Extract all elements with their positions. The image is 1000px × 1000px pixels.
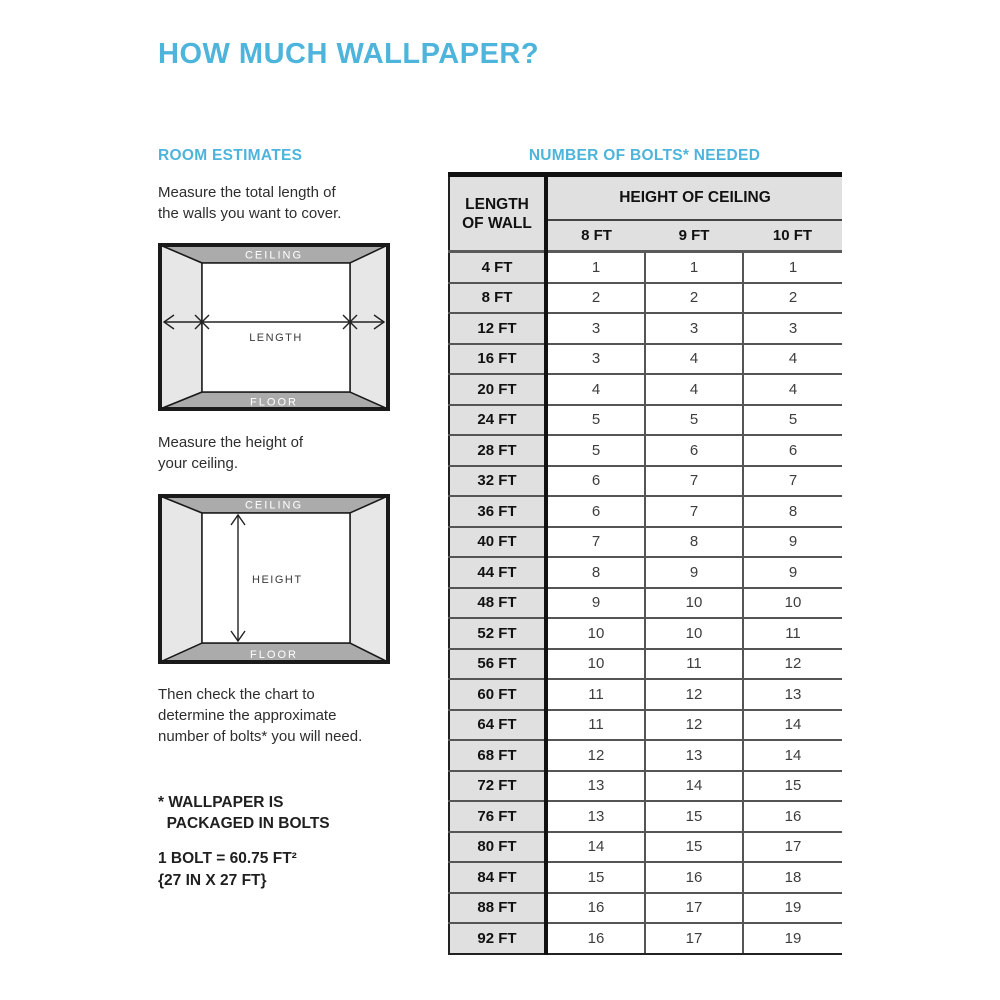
column-header-10ft: 10 FT bbox=[743, 220, 842, 252]
bolts-10ft-cell: 19 bbox=[743, 923, 842, 954]
table-row bbox=[449, 374, 842, 405]
ceiling-label: CEILING bbox=[244, 499, 304, 512]
wall-length-cell: 84 FT bbox=[449, 862, 546, 893]
table-row bbox=[449, 435, 842, 466]
wall-length-cell: 48 FT bbox=[449, 588, 546, 619]
wall-length-cell: 8 FT bbox=[449, 283, 546, 314]
bolts-table-body bbox=[449, 252, 842, 954]
bolts-9ft-cell: 7 bbox=[645, 466, 743, 497]
table-row bbox=[449, 527, 842, 558]
table-row bbox=[449, 893, 842, 924]
bolts-8ft-cell: 12 bbox=[546, 740, 645, 771]
table-row bbox=[449, 313, 842, 344]
bolts-9ft-cell: 3 bbox=[645, 313, 743, 344]
wall-length-cell: 20 FT bbox=[449, 374, 546, 405]
bolts-9ft-cell: 14 bbox=[645, 771, 743, 802]
table-row bbox=[449, 405, 842, 436]
bolts-8ft-cell: 16 bbox=[546, 923, 645, 954]
bolts-10ft-cell: 8 bbox=[743, 496, 842, 527]
table-row bbox=[449, 679, 842, 710]
length-of-wall-header: LENGTH OF WALL bbox=[449, 175, 546, 252]
bolts-8ft-cell: 13 bbox=[546, 771, 645, 802]
table-row bbox=[449, 557, 842, 588]
bolts-10ft-cell: 1 bbox=[743, 252, 842, 283]
bolts-10ft-cell: 15 bbox=[743, 771, 842, 802]
height-of-ceiling-header: HEIGHT OF CEILING bbox=[546, 175, 842, 221]
bolts-needed-heading: NUMBER OF BOLTS* NEEDED bbox=[528, 147, 761, 164]
bolts-9ft-cell: 8 bbox=[645, 527, 743, 558]
right-wall-surface bbox=[350, 496, 388, 662]
bolts-9ft-cell: 15 bbox=[645, 832, 743, 863]
bolts-9ft-cell: 11 bbox=[645, 649, 743, 680]
table-row bbox=[449, 618, 842, 649]
bolts-9ft-cell: 12 bbox=[645, 679, 743, 710]
floor-label: FLOOR bbox=[250, 649, 298, 661]
wall-length-cell: 12 FT bbox=[449, 313, 546, 344]
bolts-8ft-cell: 11 bbox=[546, 679, 645, 710]
bolts-10ft-cell: 14 bbox=[743, 740, 842, 771]
wall-length-cell: 72 FT bbox=[449, 771, 546, 802]
left-wall-surface bbox=[160, 496, 202, 662]
wall-length-cell: 88 FT bbox=[449, 893, 546, 924]
table-row bbox=[449, 344, 842, 375]
bolts-8ft-cell: 13 bbox=[546, 801, 645, 832]
bolts-8ft-cell: 6 bbox=[546, 496, 645, 527]
wallpaper-bolts-footnote: * WALLPAPER IS PACKAGED IN BOLTS bbox=[158, 794, 330, 832]
bolts-10ft-cell: 13 bbox=[743, 679, 842, 710]
table-row bbox=[449, 496, 842, 527]
bolts-10ft-cell: 6 bbox=[743, 435, 842, 466]
bolts-9ft-cell: 10 bbox=[645, 588, 743, 619]
bolts-10ft-cell: 17 bbox=[743, 832, 842, 863]
bolts-9ft-cell: 6 bbox=[645, 435, 743, 466]
measure-height-instruction: Measure the height of your ceiling. bbox=[158, 434, 304, 472]
bolts-9ft-cell: 15 bbox=[645, 801, 743, 832]
bolts-9ft-cell: 16 bbox=[645, 862, 743, 893]
bolts-8ft-cell: 15 bbox=[546, 862, 645, 893]
table-row bbox=[449, 771, 842, 802]
bolts-8ft-cell: 2 bbox=[546, 283, 645, 314]
bolts-10ft-cell: 3 bbox=[743, 313, 842, 344]
wall-length-cell: 64 FT bbox=[449, 710, 546, 741]
bolts-table-container bbox=[448, 172, 842, 955]
bolts-8ft-cell: 5 bbox=[546, 435, 645, 466]
bolts-8ft-cell: 9 bbox=[546, 588, 645, 619]
bolts-8ft-cell: 3 bbox=[546, 344, 645, 375]
bolts-8ft-cell: 14 bbox=[546, 832, 645, 863]
bolts-10ft-cell: 9 bbox=[743, 557, 842, 588]
bolts-9ft-cell: 17 bbox=[645, 923, 743, 954]
bolts-10ft-cell: 16 bbox=[743, 801, 842, 832]
wall-length-cell: 60 FT bbox=[449, 679, 546, 710]
room-height-diagram bbox=[158, 494, 390, 664]
wall-length-cell: 28 FT bbox=[449, 435, 546, 466]
table-row bbox=[449, 740, 842, 771]
floor-label: FLOOR bbox=[250, 396, 298, 409]
bolts-10ft-cell: 10 bbox=[743, 588, 842, 619]
table-row bbox=[449, 862, 842, 893]
table-row bbox=[449, 832, 842, 863]
bolts-table bbox=[448, 172, 842, 955]
bolts-9ft-cell: 1 bbox=[645, 252, 743, 283]
bolts-10ft-cell: 9 bbox=[743, 527, 842, 558]
table-row bbox=[449, 588, 842, 619]
table-row bbox=[449, 801, 842, 832]
table-row bbox=[449, 252, 842, 283]
bolts-9ft-cell: 13 bbox=[645, 740, 743, 771]
wall-length-cell: 4 FT bbox=[449, 252, 546, 283]
table-row bbox=[449, 466, 842, 497]
table-row bbox=[449, 923, 842, 954]
wall-length-cell: 16 FT bbox=[449, 344, 546, 375]
bolts-8ft-cell: 11 bbox=[546, 710, 645, 741]
bolts-8ft-cell: 3 bbox=[546, 313, 645, 344]
page-title: HOW MUCH WALLPAPER? bbox=[158, 38, 540, 70]
bolts-8ft-cell: 10 bbox=[546, 649, 645, 680]
ceiling-label: CEILING bbox=[244, 249, 304, 262]
bolts-9ft-cell: 2 bbox=[645, 283, 743, 314]
bolts-8ft-cell: 5 bbox=[546, 405, 645, 436]
bolts-10ft-cell: 5 bbox=[743, 405, 842, 436]
column-header-9ft: 9 FT bbox=[645, 220, 743, 252]
bolts-9ft-cell: 4 bbox=[645, 344, 743, 375]
bolts-9ft-cell: 17 bbox=[645, 893, 743, 924]
height-label: HEIGHT bbox=[252, 574, 303, 586]
bolts-8ft-cell: 8 bbox=[546, 557, 645, 588]
bolts-9ft-cell: 5 bbox=[645, 405, 743, 436]
bolts-8ft-cell: 1 bbox=[546, 252, 645, 283]
bolts-8ft-cell: 6 bbox=[546, 466, 645, 497]
wall-length-cell: 24 FT bbox=[449, 405, 546, 436]
bolts-10ft-cell: 4 bbox=[743, 344, 842, 375]
bolts-9ft-cell: 10 bbox=[645, 618, 743, 649]
bolts-10ft-cell: 7 bbox=[743, 466, 842, 497]
wall-length-cell: 52 FT bbox=[449, 618, 546, 649]
room-length-diagram bbox=[158, 243, 390, 411]
bolt-equivalence-note: 1 BOLT = 60.75 FT² {27 IN X 27 FT} bbox=[158, 850, 297, 889]
bolts-9ft-cell: 7 bbox=[645, 496, 743, 527]
bolts-10ft-cell: 11 bbox=[743, 618, 842, 649]
bolts-10ft-cell: 12 bbox=[743, 649, 842, 680]
bolts-10ft-cell: 18 bbox=[743, 862, 842, 893]
wall-length-cell: 44 FT bbox=[449, 557, 546, 588]
wall-length-cell: 92 FT bbox=[449, 923, 546, 954]
left-wall-surface bbox=[160, 245, 202, 409]
bolts-10ft-cell: 19 bbox=[743, 893, 842, 924]
bolts-8ft-cell: 10 bbox=[546, 618, 645, 649]
measure-length-instruction: Measure the total length of the walls you want to cover. bbox=[158, 184, 342, 222]
wall-length-cell: 36 FT bbox=[449, 496, 546, 527]
bolts-8ft-cell: 4 bbox=[546, 374, 645, 405]
wall-length-cell: 76 FT bbox=[449, 801, 546, 832]
bolts-10ft-cell: 14 bbox=[743, 710, 842, 741]
table-row bbox=[449, 710, 842, 741]
table-row bbox=[449, 283, 842, 314]
back-wall-surface bbox=[202, 263, 350, 392]
table-header-row-1 bbox=[449, 175, 842, 221]
bolts-10ft-cell: 2 bbox=[743, 283, 842, 314]
room-estimates-heading: ROOM ESTIMATES bbox=[158, 147, 303, 164]
table-row bbox=[449, 649, 842, 680]
bolts-8ft-cell: 16 bbox=[546, 893, 645, 924]
wall-length-cell: 40 FT bbox=[449, 527, 546, 558]
bolts-9ft-cell: 4 bbox=[645, 374, 743, 405]
wall-length-cell: 56 FT bbox=[449, 649, 546, 680]
bolts-8ft-cell: 7 bbox=[546, 527, 645, 558]
bolts-9ft-cell: 12 bbox=[645, 710, 743, 741]
wall-length-cell: 68 FT bbox=[449, 740, 546, 771]
wall-length-cell: 32 FT bbox=[449, 466, 546, 497]
bolts-10ft-cell: 4 bbox=[743, 374, 842, 405]
length-label: LENGTH bbox=[249, 332, 303, 344]
column-header-8ft: 8 FT bbox=[546, 220, 645, 252]
check-chart-instruction: Then check the chart to determine the approximate number of bolts* you will need. bbox=[158, 686, 363, 745]
wall-length-cell: 80 FT bbox=[449, 832, 546, 863]
bolts-9ft-cell: 9 bbox=[645, 557, 743, 588]
